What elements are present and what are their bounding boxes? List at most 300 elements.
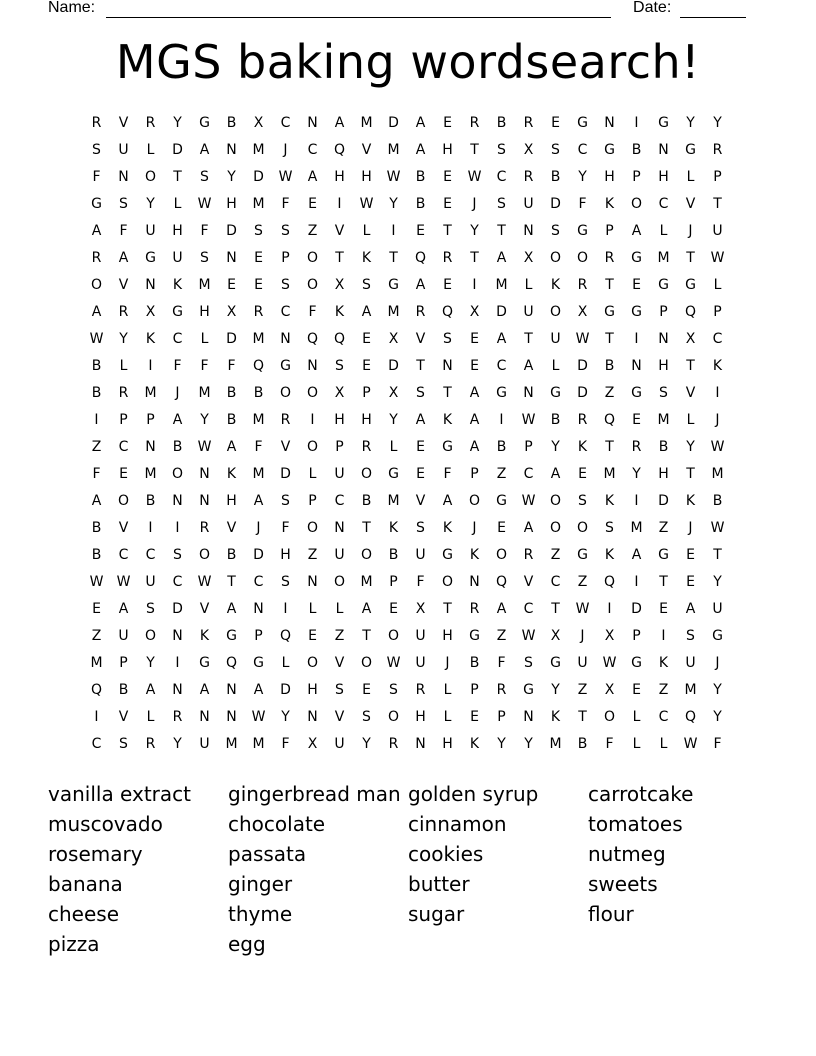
grid-letter[interactable]: Z — [550, 547, 561, 563]
grid-letter[interactable]: A — [172, 412, 183, 428]
grid-letter[interactable]: Q — [684, 709, 697, 725]
grid-letter[interactable]: Y — [713, 115, 722, 131]
grid-letter[interactable]: K — [469, 736, 480, 752]
grid-letter[interactable]: B — [91, 385, 102, 401]
grid-letter[interactable]: Z — [658, 520, 669, 536]
grid-letter[interactable]: E — [92, 601, 101, 617]
grid-letter[interactable]: R — [496, 682, 507, 698]
grid-letter[interactable]: G — [658, 277, 669, 293]
grid-letter[interactable]: V — [361, 142, 372, 158]
grid-letter[interactable]: H — [307, 682, 318, 698]
grid-letter[interactable]: O — [441, 574, 454, 590]
grid-letter[interactable]: U — [712, 223, 723, 239]
grid-letter[interactable]: Z — [658, 682, 669, 698]
grid-letter[interactable]: P — [389, 574, 398, 590]
grid-letter[interactable]: F — [605, 736, 614, 752]
grid-letter[interactable]: W — [251, 709, 266, 725]
grid-letter[interactable]: R — [91, 250, 102, 266]
grid-letter[interactable]: K — [172, 277, 183, 293]
grid-letter[interactable]: Y — [173, 736, 182, 752]
grid-letter[interactable]: G — [469, 628, 480, 644]
grid-letter[interactable]: J — [715, 655, 720, 671]
grid-letter[interactable]: A — [415, 115, 426, 131]
grid-letter[interactable]: Q — [306, 331, 319, 347]
grid-letter[interactable]: D — [172, 142, 183, 158]
grid-letter[interactable]: I — [634, 115, 639, 131]
grid-letter[interactable]: S — [551, 223, 560, 239]
grid-letter[interactable]: Q — [225, 655, 238, 671]
grid-letter[interactable]: O — [576, 250, 589, 266]
grid-letter[interactable]: D — [388, 115, 399, 131]
grid-letter[interactable]: E — [362, 331, 371, 347]
grid-letter[interactable]: A — [631, 223, 642, 239]
grid-letter[interactable]: E — [470, 358, 479, 374]
grid-letter[interactable]: A — [118, 250, 129, 266]
grid-letter[interactable]: A — [415, 412, 426, 428]
grid-letter[interactable]: A — [469, 412, 480, 428]
grid-letter[interactable]: E — [551, 115, 560, 131]
grid-letter[interactable]: O — [306, 439, 319, 455]
grid-letter[interactable]: M — [198, 385, 211, 401]
grid-letter[interactable]: R — [145, 736, 156, 752]
grid-letter[interactable]: R — [199, 520, 210, 536]
grid-letter[interactable]: M — [360, 574, 373, 590]
grid-letter[interactable]: R — [118, 304, 129, 320]
grid-letter[interactable]: T — [605, 331, 614, 347]
grid-letter[interactable]: E — [416, 439, 425, 455]
grid-letter[interactable]: T — [551, 601, 560, 617]
grid-letter[interactable]: G — [442, 547, 453, 563]
grid-letter[interactable]: G — [577, 223, 588, 239]
grid-letter[interactable]: I — [661, 628, 666, 644]
grid-letter[interactable]: T — [443, 385, 452, 401]
grid-letter[interactable]: G — [199, 115, 210, 131]
grid-letter[interactable]: L — [335, 601, 344, 617]
grid-letter[interactable]: N — [226, 709, 237, 725]
grid-letter[interactable]: F — [200, 223, 209, 239]
grid-letter[interactable]: N — [172, 493, 183, 509]
grid-letter[interactable]: A — [631, 547, 642, 563]
grid-letter[interactable]: D — [577, 385, 588, 401]
grid-letter[interactable]: R — [361, 439, 372, 455]
grid-letter[interactable]: X — [523, 250, 534, 266]
grid-letter[interactable]: G — [712, 628, 723, 644]
grid-letter[interactable]: O — [333, 574, 346, 590]
grid-letter[interactable]: R — [523, 115, 534, 131]
grid-letter[interactable]: V — [415, 331, 426, 347]
grid-letter[interactable]: T — [713, 196, 722, 212]
grid-letter[interactable]: E — [362, 682, 371, 698]
grid-letter[interactable]: L — [362, 223, 371, 239]
grid-letter[interactable]: G — [388, 277, 399, 293]
grid-letter[interactable]: K — [442, 520, 453, 536]
grid-letter[interactable]: G — [550, 655, 561, 671]
grid-letter[interactable]: D — [253, 169, 264, 185]
grid-letter[interactable]: R — [118, 385, 129, 401]
grid-letter[interactable]: R — [388, 736, 399, 752]
grid-letter[interactable]: S — [686, 628, 695, 644]
grid-letter[interactable]: U — [685, 655, 696, 671]
grid-letter[interactable]: W — [710, 520, 725, 536]
grid-letter[interactable]: M — [711, 466, 724, 482]
grid-letter[interactable]: A — [91, 304, 102, 320]
grid-letter[interactable]: K — [685, 493, 696, 509]
grid-letter[interactable]: G — [631, 304, 642, 320]
grid-letter[interactable]: E — [659, 601, 668, 617]
grid-letter[interactable]: S — [362, 709, 371, 725]
grid-letter[interactable]: J — [256, 520, 261, 536]
grid-letter[interactable]: N — [226, 142, 237, 158]
grid-letter[interactable]: O — [549, 304, 562, 320]
grid-letter[interactable]: O — [306, 250, 319, 266]
grid-letter[interactable]: A — [361, 601, 372, 617]
grid-letter[interactable]: R — [253, 304, 264, 320]
grid-letter[interactable]: Y — [713, 574, 722, 590]
grid-letter[interactable]: G — [631, 655, 642, 671]
grid-letter[interactable]: F — [92, 169, 101, 185]
grid-letter[interactable]: F — [308, 304, 317, 320]
grid-letter[interactable]: N — [658, 142, 669, 158]
grid-letter[interactable]: L — [632, 736, 641, 752]
grid-letter[interactable]: G — [145, 250, 156, 266]
grid-letter[interactable]: E — [254, 250, 263, 266]
grid-letter[interactable]: M — [603, 466, 616, 482]
grid-letter[interactable]: D — [280, 466, 291, 482]
grid-letter[interactable]: S — [200, 169, 209, 185]
grid-letter[interactable]: F — [92, 466, 101, 482]
grid-letter[interactable]: U — [145, 223, 156, 239]
grid-letter[interactable]: S — [416, 520, 425, 536]
grid-letter[interactable]: E — [416, 223, 425, 239]
grid-letter[interactable]: L — [524, 277, 533, 293]
grid-letter[interactable]: T — [713, 547, 722, 563]
grid-letter[interactable]: O — [387, 628, 400, 644]
grid-letter[interactable]: M — [252, 412, 265, 428]
grid-letter[interactable]: P — [119, 655, 128, 671]
grid-letter[interactable]: R — [523, 547, 534, 563]
grid-letter[interactable]: A — [253, 682, 264, 698]
grid-letter[interactable]: I — [175, 655, 180, 671]
grid-letter[interactable]: G — [685, 277, 696, 293]
grid-letter[interactable]: L — [173, 196, 182, 212]
grid-letter[interactable]: T — [443, 223, 452, 239]
grid-letter[interactable]: R — [469, 601, 480, 617]
grid-letter[interactable]: X — [334, 385, 345, 401]
grid-letter[interactable]: P — [470, 682, 479, 698]
grid-letter[interactable]: W — [710, 250, 725, 266]
grid-letter[interactable]: E — [443, 277, 452, 293]
grid-letter[interactable]: Z — [577, 574, 588, 590]
grid-letter[interactable]: F — [443, 466, 452, 482]
grid-letter[interactable]: S — [119, 196, 128, 212]
grid-letter[interactable]: E — [362, 358, 371, 374]
grid-letter[interactable]: B — [118, 682, 129, 698]
grid-letter[interactable]: L — [119, 358, 128, 374]
grid-letter[interactable]: S — [605, 520, 614, 536]
grid-letter[interactable]: O — [306, 385, 319, 401]
grid-letter[interactable]: G — [577, 547, 588, 563]
grid-letter[interactable]: U — [145, 574, 156, 590]
grid-letter[interactable]: W — [386, 169, 401, 185]
grid-letter[interactable]: G — [253, 655, 264, 671]
grid-letter[interactable]: Y — [713, 709, 722, 725]
grid-letter[interactable]: S — [497, 196, 506, 212]
grid-letter[interactable]: G — [280, 358, 291, 374]
grid-letter[interactable]: W — [89, 574, 104, 590]
grid-letter[interactable]: N — [307, 358, 318, 374]
grid-letter[interactable]: A — [199, 682, 210, 698]
grid-letter[interactable]: B — [496, 115, 507, 131]
grid-letter[interactable]: A — [145, 682, 156, 698]
grid-letter[interactable]: T — [659, 574, 668, 590]
grid-letter[interactable]: F — [416, 574, 425, 590]
grid-letter[interactable]: T — [443, 601, 452, 617]
grid-letter[interactable]: Y — [686, 115, 695, 131]
grid-letter[interactable]: D — [253, 547, 264, 563]
grid-letter[interactable]: G — [496, 493, 507, 509]
grid-letter[interactable]: K — [145, 331, 156, 347]
grid-letter[interactable]: Y — [686, 439, 695, 455]
grid-letter[interactable]: X — [685, 331, 696, 347]
grid-letter[interactable]: S — [578, 493, 587, 509]
grid-letter[interactable]: K — [604, 493, 615, 509]
grid-letter[interactable]: U — [415, 628, 426, 644]
grid-letter[interactable]: F — [497, 655, 506, 671]
grid-letter[interactable]: F — [578, 196, 587, 212]
grid-letter[interactable]: G — [604, 304, 615, 320]
grid-letter[interactable]: A — [307, 169, 318, 185]
grid-letter[interactable]: Y — [713, 682, 722, 698]
grid-letter[interactable]: D — [658, 493, 669, 509]
grid-letter[interactable]: W — [116, 574, 131, 590]
grid-letter[interactable]: W — [386, 655, 401, 671]
grid-letter[interactable]: I — [94, 709, 99, 725]
grid-letter[interactable]: P — [605, 223, 614, 239]
grid-letter[interactable]: L — [308, 466, 317, 482]
grid-letter[interactable]: N — [199, 709, 210, 725]
grid-letter[interactable]: C — [280, 115, 291, 131]
grid-letter[interactable]: B — [388, 547, 399, 563]
grid-letter[interactable]: C — [523, 601, 534, 617]
grid-letter[interactable]: N — [307, 574, 318, 590]
grid-letter[interactable]: U — [712, 601, 723, 617]
grid-letter[interactable]: Q — [414, 250, 427, 266]
grid-letter[interactable]: L — [713, 277, 722, 293]
grid-letter[interactable]: B — [658, 439, 669, 455]
grid-letter[interactable]: I — [175, 520, 180, 536]
grid-letter[interactable]: U — [118, 628, 129, 644]
grid-letter[interactable]: B — [253, 385, 264, 401]
grid-letter[interactable]: E — [308, 628, 317, 644]
grid-letter[interactable]: P — [497, 709, 506, 725]
grid-letter[interactable]: Y — [389, 412, 398, 428]
grid-letter[interactable]: N — [280, 331, 291, 347]
grid-letter[interactable]: V — [334, 655, 345, 671]
grid-letter[interactable]: M — [630, 520, 643, 536]
grid-letter[interactable]: S — [659, 385, 668, 401]
grid-letter[interactable]: B — [469, 655, 480, 671]
grid-letter[interactable]: E — [632, 412, 641, 428]
grid-letter[interactable]: G — [199, 655, 210, 671]
grid-letter[interactable]: P — [632, 628, 641, 644]
grid-letter[interactable]: N — [172, 628, 183, 644]
grid-letter[interactable]: F — [281, 520, 290, 536]
grid-letter[interactable]: E — [632, 277, 641, 293]
grid-letter[interactable]: D — [172, 601, 183, 617]
grid-letter[interactable]: P — [362, 385, 371, 401]
grid-letter[interactable]: Y — [389, 196, 398, 212]
grid-letter[interactable]: A — [91, 223, 102, 239]
grid-letter[interactable]: H — [442, 736, 453, 752]
grid-letter[interactable]: K — [334, 304, 345, 320]
grid-letter[interactable]: X — [145, 304, 156, 320]
grid-letter[interactable]: K — [469, 547, 480, 563]
grid-letter[interactable]: R — [415, 304, 426, 320]
grid-letter[interactable]: M — [495, 277, 508, 293]
grid-letter[interactable]: B — [172, 439, 183, 455]
grid-letter[interactable]: W — [521, 493, 536, 509]
grid-letter[interactable]: S — [92, 142, 101, 158]
grid-letter[interactable]: W — [89, 331, 104, 347]
grid-letter[interactable]: P — [659, 304, 668, 320]
grid-letter[interactable]: P — [632, 169, 641, 185]
grid-letter[interactable]: C — [253, 574, 264, 590]
grid-letter[interactable]: F — [254, 439, 263, 455]
grid-letter[interactable]: E — [686, 547, 695, 563]
grid-letter[interactable]: O — [198, 547, 211, 563]
grid-letter[interactable]: V — [415, 493, 426, 509]
grid-letter[interactable]: X — [550, 628, 561, 644]
grid-letter[interactable]: X — [604, 628, 615, 644]
grid-letter[interactable]: Z — [496, 466, 507, 482]
grid-letter[interactable]: O — [306, 520, 319, 536]
grid-letter[interactable]: L — [659, 736, 668, 752]
grid-letter[interactable]: R — [280, 412, 291, 428]
grid-letter[interactable]: G — [91, 196, 102, 212]
grid-letter[interactable]: T — [362, 520, 371, 536]
grid-letter[interactable]: O — [360, 547, 373, 563]
grid-letter[interactable]: T — [524, 331, 533, 347]
grid-letter[interactable]: K — [658, 655, 669, 671]
grid-letter[interactable]: F — [281, 736, 290, 752]
grid-letter[interactable]: T — [686, 466, 695, 482]
grid-letter[interactable]: K — [577, 439, 588, 455]
grid-letter[interactable]: A — [496, 601, 507, 617]
grid-letter[interactable]: S — [416, 385, 425, 401]
grid-letter[interactable]: K — [550, 277, 561, 293]
grid-letter[interactable]: G — [442, 439, 453, 455]
grid-letter[interactable]: Q — [495, 574, 508, 590]
grid-letter[interactable]: M — [657, 250, 670, 266]
grid-letter[interactable]: G — [685, 142, 696, 158]
grid-letter[interactable]: Z — [91, 628, 102, 644]
grid-letter[interactable]: Z — [334, 628, 345, 644]
grid-letter[interactable]: B — [712, 493, 723, 509]
grid-letter[interactable]: F — [281, 196, 290, 212]
grid-letter[interactable]: J — [445, 655, 450, 671]
grid-letter[interactable]: A — [523, 520, 534, 536]
grid-letter[interactable]: C — [496, 358, 507, 374]
grid-letter[interactable]: X — [226, 304, 237, 320]
grid-letter[interactable]: R — [469, 115, 480, 131]
grid-letter[interactable]: U — [550, 331, 561, 347]
grid-letter[interactable]: M — [225, 736, 238, 752]
grid-letter[interactable]: A — [334, 115, 345, 131]
grid-letter[interactable]: Y — [200, 412, 209, 428]
grid-letter[interactable]: D — [226, 223, 237, 239]
grid-letter[interactable]: H — [361, 169, 372, 185]
grid-letter[interactable]: Q — [333, 142, 346, 158]
grid-letter[interactable]: V — [280, 439, 291, 455]
grid-letter[interactable]: Y — [470, 223, 479, 239]
grid-letter[interactable]: B — [226, 115, 237, 131]
grid-letter[interactable]: V — [226, 520, 237, 536]
grid-letter[interactable]: N — [334, 520, 345, 536]
grid-letter[interactable]: R — [631, 439, 642, 455]
grid-letter[interactable]: Y — [497, 736, 506, 752]
grid-letter[interactable]: G — [172, 304, 183, 320]
grid-letter[interactable]: V — [118, 709, 129, 725]
grid-letter[interactable]: O — [549, 493, 562, 509]
grid-letter[interactable]: Q — [279, 628, 292, 644]
grid-letter[interactable]: I — [607, 601, 612, 617]
grid-letter[interactable]: L — [686, 412, 695, 428]
grid-letter[interactable]: T — [578, 709, 587, 725]
grid-letter[interactable]: V — [685, 385, 696, 401]
grid-letter[interactable]: T — [173, 169, 182, 185]
grid-letter[interactable]: U — [118, 142, 129, 158]
grid-letter[interactable]: G — [226, 628, 237, 644]
grid-letter[interactable]: E — [497, 520, 506, 536]
grid-letter[interactable]: I — [634, 574, 639, 590]
grid-letter[interactable]: T — [362, 628, 371, 644]
grid-letter[interactable]: A — [415, 142, 426, 158]
grid-letter[interactable]: B — [631, 142, 642, 158]
grid-letter[interactable]: U — [577, 655, 588, 671]
grid-letter[interactable]: C — [172, 574, 183, 590]
grid-letter[interactable]: I — [499, 412, 504, 428]
grid-letter[interactable]: K — [361, 250, 372, 266]
grid-letter[interactable]: H — [658, 358, 669, 374]
grid-letter[interactable]: O — [144, 628, 157, 644]
grid-letter[interactable]: T — [686, 250, 695, 266]
grid-letter[interactable]: M — [252, 142, 265, 158]
grid-letter[interactable]: H — [226, 196, 237, 212]
grid-letter[interactable]: P — [308, 493, 317, 509]
grid-letter[interactable]: M — [252, 331, 265, 347]
grid-letter[interactable]: N — [523, 223, 534, 239]
grid-letter[interactable]: D — [550, 196, 561, 212]
grid-letter[interactable]: S — [146, 601, 155, 617]
grid-letter[interactable]: N — [631, 358, 642, 374]
grid-letter[interactable]: Y — [551, 682, 560, 698]
grid-letter[interactable]: Z — [577, 682, 588, 698]
grid-letter[interactable]: G — [550, 385, 561, 401]
grid-letter[interactable]: D — [631, 601, 642, 617]
grid-letter[interactable]: L — [281, 655, 290, 671]
grid-letter[interactable]: B — [361, 493, 372, 509]
grid-letter[interactable]: T — [497, 223, 506, 239]
grid-letter[interactable]: H — [226, 493, 237, 509]
grid-letter[interactable]: U — [523, 196, 534, 212]
grid-letter[interactable]: A — [226, 601, 237, 617]
grid-letter[interactable]: M — [684, 682, 697, 698]
grid-letter[interactable]: P — [335, 439, 344, 455]
grid-letter[interactable]: O — [306, 277, 319, 293]
grid-letter[interactable]: O — [495, 547, 508, 563]
grid-letter[interactable]: A — [415, 277, 426, 293]
grid-letter[interactable]: K — [226, 466, 237, 482]
